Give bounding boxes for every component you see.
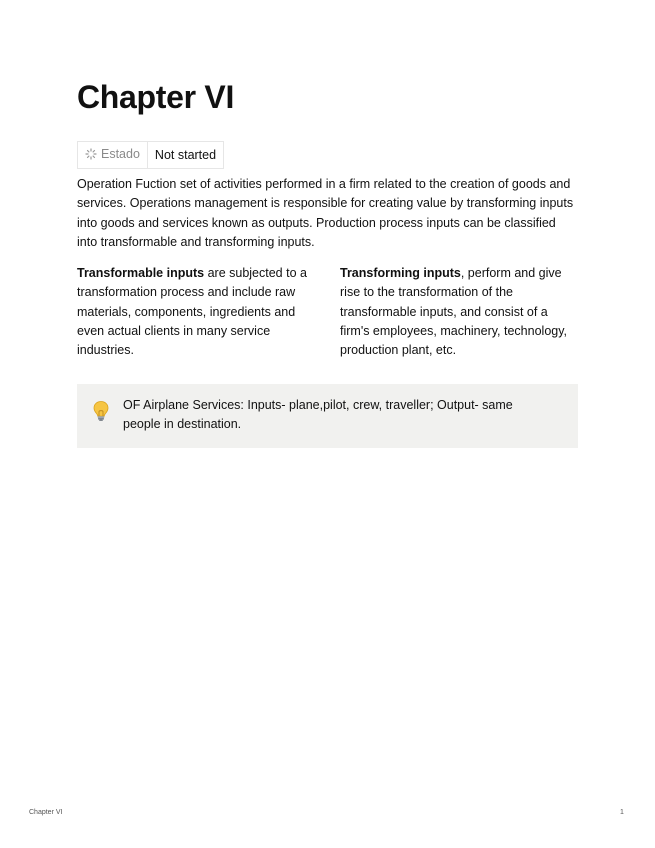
status-value[interactable]: Not started <box>147 142 223 169</box>
callout-text: OF Airplane Services: Inputs- plane,pilot, crew, traveller; Output- same people in destination. <box>123 398 513 432</box>
status-property-name <box>78 142 148 169</box>
status-label: Estado <box>101 147 140 161</box>
intro-paragraph: Operation Fuction set of activities performed in a firm related to the creation of goods and services. Operations management is responsible for creating value by transforming inputs into goods and services known as outputs. Production process inputs can be classified into transformable and transforming inputs. <box>77 177 574 249</box>
transforming-inputs-text: , perform and give rise to the transformation of the transformable inputs, and consist of a firm's employees, machinery, technology, production plant, etc. <box>340 266 568 358</box>
column-left <box>77 264 322 360</box>
callout-block <box>77 384 578 448</box>
footer-chapter-title: Chapter VI <box>29 809 63 816</box>
transformable-inputs-heading: Transformable inputs <box>77 266 205 280</box>
page-title: Chapter VI <box>77 79 235 115</box>
column-right <box>340 264 580 360</box>
footer-page-number: 1 <box>620 809 624 816</box>
property-table <box>77 141 224 169</box>
loader-icon <box>85 148 97 163</box>
light-bulb-icon <box>91 400 111 427</box>
transformable-inputs-text: are subjected to a transformation process and include raw materials, components, ingredients and even actual clients in many service industries. <box>77 266 307 358</box>
transforming-inputs-heading: Transforming inputs <box>340 266 461 280</box>
property-row-status <box>78 142 224 169</box>
